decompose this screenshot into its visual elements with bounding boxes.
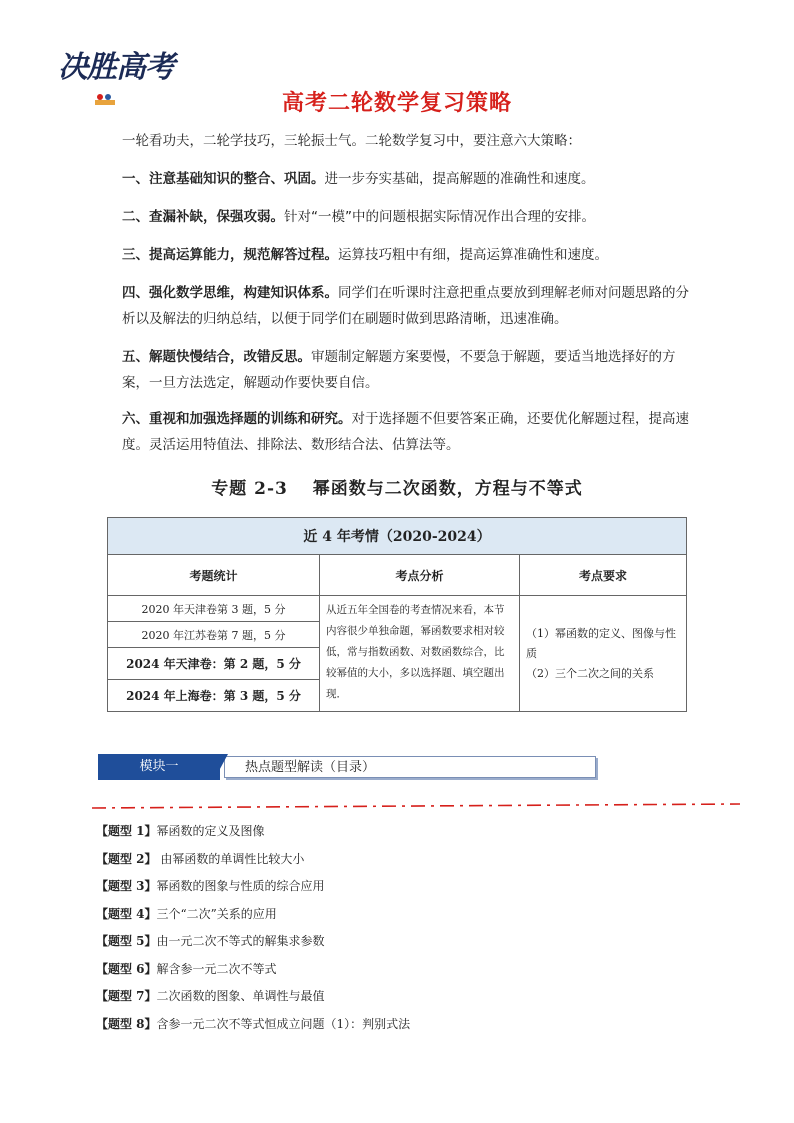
- list-item[interactable]: [96, 960, 410, 988]
- topic-text: 由幂函数的单调性比较大小: [156, 851, 305, 866]
- topic-tag: 【题型 6】: [96, 961, 157, 976]
- requirements-cell: [520, 596, 687, 712]
- topic-tag: 【题型 3】: [96, 879, 157, 893]
- requirement-1: （1）幂函数的定义、图像与性质: [526, 626, 676, 660]
- topic-title: 专题 2-3 幂函数与二次函数，方程与不等式: [211, 479, 583, 499]
- topic-text: 幂函数的定义及图像: [156, 824, 265, 838]
- list-item[interactable]: [96, 877, 410, 905]
- column-header-stats: 考题统计: [108, 555, 320, 596]
- module-title: 热点题型解读（目录）: [224, 756, 596, 778]
- strategy-6: [122, 406, 692, 458]
- column-header-analysis: 考点分析: [320, 555, 520, 596]
- topic-text: 幂函数的图象与性质的综合应用: [156, 879, 325, 893]
- module-banner: [98, 754, 600, 780]
- strategy-5-heading: 五、解题快慢结合，改错反思。: [122, 349, 311, 365]
- module-label: 模块一: [98, 754, 220, 780]
- strategy-5: [122, 344, 692, 396]
- topic-tag: 【题型 7】: [96, 989, 157, 1003]
- strategy-2-text: 针对“一模”中的问题根据实际情况作出合理的安排。: [284, 209, 595, 225]
- list-item[interactable]: [96, 822, 410, 850]
- strategy-4-text: 同学们在听课时注意把重点要放到理解老师对问题思路的分析以及解法的归纳总结，以便于同学们在刷题时做到思路清晰，迅速准确。: [122, 285, 689, 327]
- list-item[interactable]: [96, 1015, 410, 1043]
- strategy-5-text: 审题制定解题方案要慢，不要急于解题，要适当地选择好的方案，一旦方法选定，解题动作要快要自信。: [122, 349, 676, 391]
- topic-text: 二次函数的图象、单调性与最值: [156, 989, 325, 1003]
- exam-stats-table: [107, 517, 687, 712]
- strategy-6-heading: 六、重视和加强选择题的训练和研究。: [122, 411, 352, 427]
- page-title: 高考二轮数学复习策略: [281, 91, 512, 116]
- column-header-requirements: 考点要求: [520, 555, 687, 596]
- list-item[interactable]: [96, 850, 410, 878]
- strategy-2: [122, 204, 692, 230]
- strategy-6-text: 对于选择题不但要答案正确，还要优化解题过程，提高速度。灵活运用特值法、排除法、数形结合法、估算法等。: [122, 411, 689, 453]
- logo-text: 决胜高考: [58, 50, 174, 85]
- strategy-2-heading: 二、查漏补缺，保强攻弱。: [122, 209, 284, 225]
- exam-row-2: 2020 年江苏卷第 7 题，5 分: [108, 622, 320, 648]
- table-title: 近 4 年考情（2020-2024）: [108, 518, 687, 555]
- intro-paragraph: 一轮看功夫，二轮学技巧，三轮振士气。二轮数学复习中，要注意六大策略：: [122, 133, 581, 149]
- strategy-3: [122, 242, 692, 268]
- strategy-1-text: 进一步夯实基础，提高解题的准确性和速度。: [324, 171, 595, 187]
- exam-row-4: 2024 年上海卷：第 3 题，5 分: [108, 680, 320, 712]
- list-item[interactable]: [96, 905, 410, 933]
- exam-row-1: 2020 年天津卷第 3 题，5 分: [108, 596, 320, 622]
- topic-tag: 【题型 4】: [96, 906, 157, 921]
- topic-tag: 【题型 5】: [96, 934, 157, 948]
- strategy-3-text: 运算技巧粗中有细，提高运算准确性和速度。: [338, 247, 608, 263]
- requirement-2: （2）三个二次之间的关系: [526, 666, 654, 680]
- analysis-cell: 从近五年全国卷的考查情况来看，本节内容很少单独命题，幂函数要求相对较低，常与指数函数、对数函数综合，比较幂值的大小，多以选择题、填空题出现．: [320, 596, 520, 712]
- list-item[interactable]: [96, 932, 410, 960]
- topic-list: [96, 822, 410, 1042]
- strategy-4: [122, 280, 692, 332]
- topic-text: 含参一元二次不等式恒成立问题（1）：判别式法: [156, 1016, 411, 1031]
- strategy-1-heading: 一、注意基础知识的整合、巩固。: [122, 171, 325, 187]
- strategy-3-heading: 三、提高运算能力，规范解答过程。: [122, 247, 338, 263]
- list-item[interactable]: [96, 987, 410, 1015]
- exam-row-3: 2024 年天津卷：第 2 题，5 分: [108, 648, 320, 680]
- topic-tag: 【题型 1】: [96, 824, 157, 838]
- dashed-divider: [92, 803, 740, 809]
- topic-text: 解含参一元二次不等式: [156, 961, 277, 976]
- topic-tag: 【题型 2】: [96, 851, 157, 866]
- strategy-4-heading: 四、强化数学思维，构建知识体系。: [122, 285, 338, 301]
- strategy-1: [122, 166, 692, 192]
- topic-text: 由一元二次不等式的解集求参数: [156, 934, 325, 948]
- topic-tag: 【题型 8】: [96, 1016, 157, 1031]
- topic-text: 三个“二次”关系的应用: [156, 906, 277, 921]
